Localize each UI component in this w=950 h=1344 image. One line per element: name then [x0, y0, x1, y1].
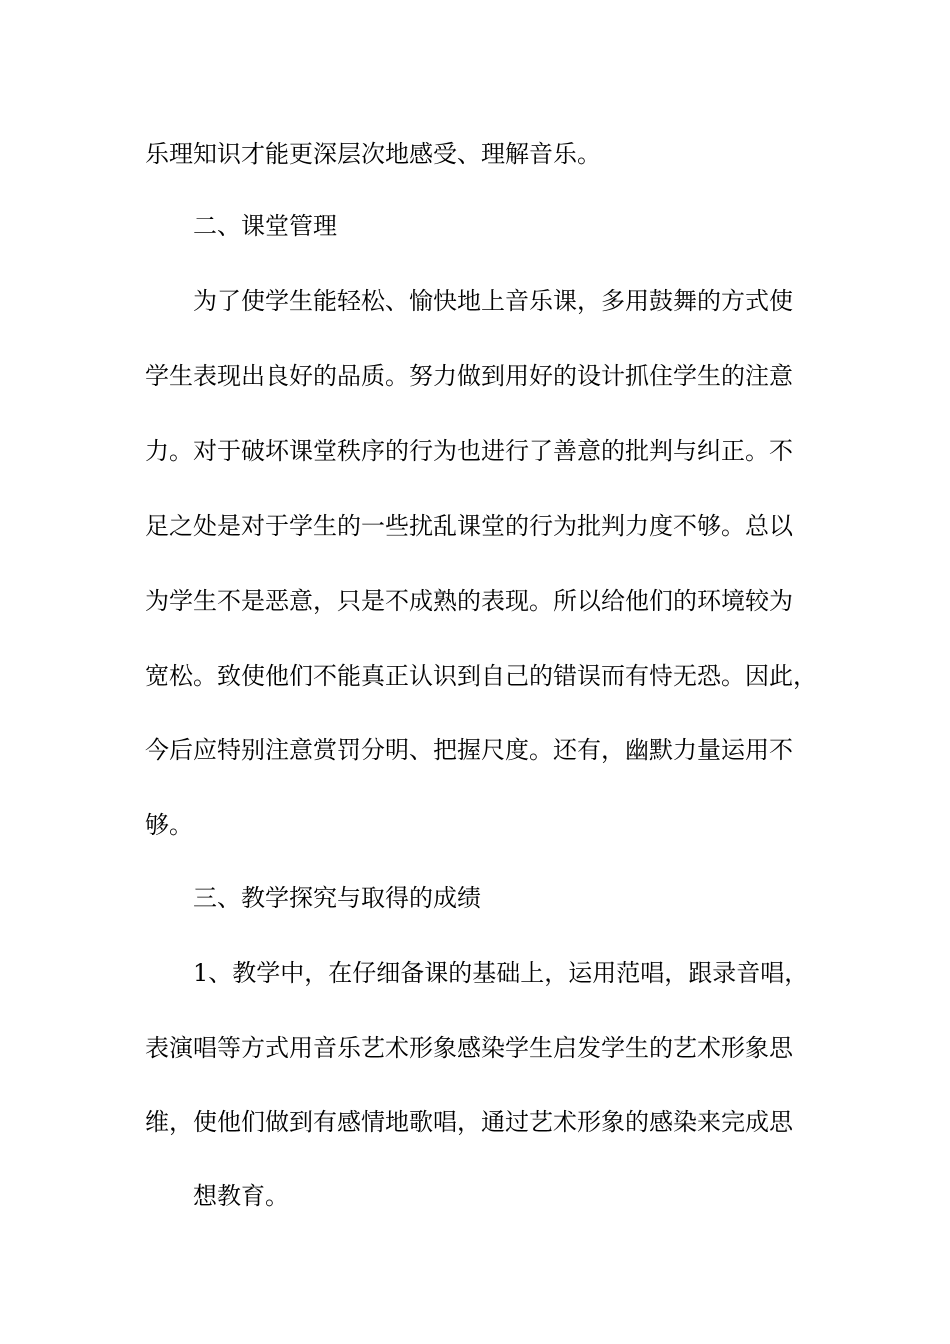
paragraph-line: 表演唱等方式用音乐艺术形象感染学生启发学生的艺术形象思	[145, 1034, 793, 1062]
paragraph-line: 宽松。致使他们不能真正认识到自己的错误而有恃无恐。因此，	[145, 662, 817, 690]
paragraph-line: 为学生不是恶意，只是不成熟的表现。所以给他们的环境较为	[145, 587, 793, 615]
paragraph-line: 够。	[145, 811, 193, 839]
paragraph-line: 力。对于破坏课堂秩序的行为也进行了善意的批判与纠正。不	[145, 437, 793, 465]
paragraph-line: 学生表现出良好的品质。努力做到用好的设计抓住学生的注意	[145, 362, 793, 390]
paragraph-line: 乐理知识才能更深层次地感受、理解音乐。	[145, 140, 601, 168]
paragraph-line: 想教育。	[193, 1182, 289, 1210]
paragraph-line: 今后应特别注意赏罚分明、把握尺度。还有，幽默力量运用不	[145, 736, 793, 764]
paragraph-line: 为了使学生能轻松、愉快地上音乐课，多用鼓舞的方式使	[193, 287, 793, 315]
paragraph-line: 1、教学中，在仔细备课的基础上，运用范唱，跟录音唱，	[193, 959, 809, 987]
section-heading: 三、教学探究与取得的成绩	[193, 884, 481, 912]
section-heading: 二、课堂管理	[193, 212, 337, 240]
paragraph-line: 足之处是对于学生的一些扰乱课堂的行为批判力度不够。总以	[145, 512, 793, 540]
paragraph-line: 维，使他们做到有感情地歌唱，通过艺术形象的感染来完成思	[145, 1108, 793, 1136]
